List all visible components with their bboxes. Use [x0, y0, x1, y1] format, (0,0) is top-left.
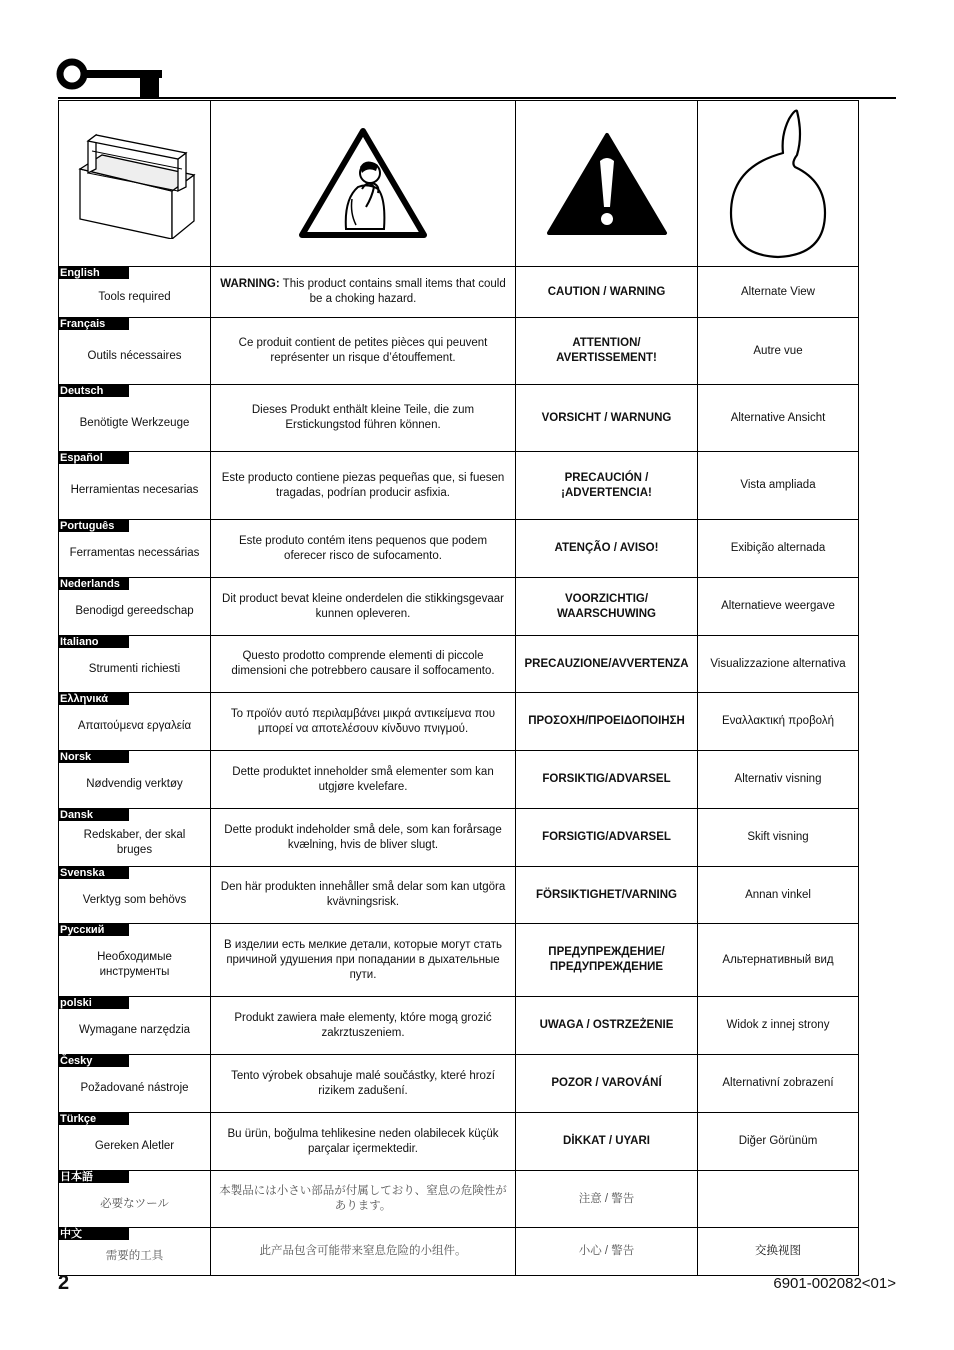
tools-text: 需要的工具	[105, 1250, 164, 1262]
tools-cell	[59, 520, 211, 578]
alternate-view-cell: Widok z innej strony	[698, 997, 859, 1055]
table-row	[59, 924, 859, 997]
warning-cell	[211, 267, 516, 318]
table-row	[59, 452, 859, 520]
warning-cell: Το προϊόν αυτό περιλαμβάνει μικρά αντικείμενα που μπορεί να αποτελέσουν κίνδυνο πνιγμού.	[211, 693, 516, 751]
tools-cell	[59, 267, 211, 318]
warning-cell: Dette produkt indeholder små dele, som kan forårsage kvælning, hvis de bliver slugt.	[211, 809, 516, 867]
tools-cell	[59, 693, 211, 751]
tools-text: Gereken Aletler	[94, 1140, 175, 1152]
language-label: English	[59, 267, 129, 279]
warning-cell: Tento výrobek obsahuje malé součástky, které hrozí rizikem zadušení.	[211, 1055, 516, 1113]
table-row	[59, 1171, 859, 1228]
table-row	[59, 318, 859, 385]
caution-cell: VOORZICHTIG/ WAARSCHUWING	[516, 578, 698, 636]
alternate-view-cell: 交换视图	[698, 1228, 859, 1276]
caution-cell: PRECAUCIÓN /¡ADVERTENCIA!	[516, 452, 698, 520]
language-label: Ελληνικά	[59, 693, 129, 705]
tools-cell	[59, 867, 211, 924]
tools-cell	[59, 318, 211, 385]
caution-cell: FORSIKTIG/ADVARSEL	[516, 751, 698, 809]
language-label: Italiano	[59, 636, 129, 648]
alternate-view-cell	[698, 1171, 859, 1228]
language-label: Nederlands	[59, 578, 129, 590]
exclamation-warning-icon-cell	[516, 101, 698, 267]
warning-cell: Ce produit contient de petites pièces qui peuvent représenter un risque d’étouffement.	[211, 318, 516, 385]
header-rule	[58, 97, 896, 99]
tools-cell	[59, 924, 211, 997]
alternate-view-cell: Diğer Görünüm	[698, 1113, 859, 1171]
table-row	[59, 520, 859, 578]
tools-text: Verktyg som behövs	[82, 893, 187, 906]
caution-cell: 小心 / 警告	[516, 1228, 698, 1276]
language-label: Türkçe	[59, 1113, 129, 1125]
alternate-view-cell: Alternatieve weergave	[698, 578, 859, 636]
tools-text: Wymagane narzędzia	[78, 1024, 191, 1036]
table-row	[59, 267, 859, 318]
caution-cell: ПРЕДУПРЕЖДЕНИЕ/ ПРЕДУПРЕЖДЕНИЕ	[516, 924, 698, 997]
tools-cell	[59, 1228, 211, 1276]
language-label: Česky	[59, 1055, 129, 1067]
language-label: Svenska	[59, 867, 129, 879]
table-row	[59, 385, 859, 452]
tools-cell	[59, 809, 211, 867]
tools-cell	[59, 452, 211, 520]
language-label: 日本語	[59, 1171, 129, 1183]
tools-text: Strumenti richiesti	[88, 662, 181, 675]
caution-cell: PRECAUZIONE/AVVERTENZA	[516, 636, 698, 693]
tools-cell	[59, 578, 211, 636]
document-code: 6901-002082<01>	[773, 1275, 896, 1292]
tools-text: Ferramentas necessárias	[69, 547, 200, 559]
caution-cell: UWAGA / OSTRZEŻENIE	[516, 997, 698, 1055]
tools-text: Απαιτούμενα εργαλεία	[77, 720, 192, 732]
tools-cell	[59, 636, 211, 693]
table-row	[59, 636, 859, 693]
alternate-view-cell: Vista ampliada	[698, 452, 859, 520]
warning-cell: Este produto contém itens pequenos que podem oferecer risco de sufocamento.	[211, 520, 516, 578]
alternate-view-icon-cell	[698, 101, 859, 267]
language-label: Norsk	[59, 751, 129, 763]
alternate-view-cell: Alternativ visning	[698, 751, 859, 809]
language-label: polski	[59, 997, 129, 1009]
tools-cell	[59, 1055, 211, 1113]
choking-hazard-icon-cell	[211, 101, 516, 267]
table-row	[59, 1113, 859, 1171]
tools-text: Benodigd gereedschap	[75, 605, 194, 617]
warning-cell: Questo prodotto comprende elementi di piccole dimensioni che potrebbero causare il soffocamento.	[211, 636, 516, 693]
table-row	[59, 997, 859, 1055]
warning-cell: 本製品には小さい部品が付属しており、窒息の危険性があります。	[211, 1171, 516, 1228]
tools-cell	[59, 1171, 211, 1228]
alternate-view-cell: Skift visning	[698, 809, 859, 867]
warning-cell: Dieses Produkt enthält kleine Teile, die zum Erstickungstod führen können.	[211, 385, 516, 452]
language-label: Dansk	[59, 809, 129, 821]
alternate-view-cell: Visualizzazione alternativa	[698, 636, 859, 693]
warning-cell: В изделии есть мелкие детали, которые могут стать причиной удушения при попадании в дыхательные пути.	[211, 924, 516, 997]
exclamation-warning-icon	[545, 131, 669, 237]
key-icon	[56, 56, 164, 100]
tools-cell	[59, 385, 211, 452]
safety-symbol-table	[58, 100, 859, 1276]
tools-text: Необходимые инструменты	[97, 951, 172, 978]
language-label: 中文	[59, 1228, 129, 1240]
icon-row	[59, 101, 859, 267]
caution-cell: POZOR / VAROVÁNÍ	[516, 1055, 698, 1113]
warning-cell: Dit product bevat kleine onderdelen die stikkingsgevaar kunnen opleveren.	[211, 578, 516, 636]
caution-cell: FÖRSIKTIGHET/VARNING	[516, 867, 698, 924]
language-label: Русский	[59, 924, 129, 936]
tools-text: Benötigte Werkzeuge	[79, 416, 190, 429]
warning-cell: Bu ürün, boğulma tehlikesine neden olabilecek küçük parçalar içermektedir.	[211, 1113, 516, 1171]
tools-text: 必要なツール	[100, 1197, 169, 1210]
caution-cell: ATTENTION/ AVERTISSEMENT!	[516, 318, 698, 385]
warning-cell: Dette produktet inneholder små elementer som kan utgjøre kvelefare.	[211, 751, 516, 809]
tools-cell	[59, 997, 211, 1055]
caution-cell: ΠΡΟΣΟΧΗ/ΠΡΟΕΙΔΟΠΟΙΗΣΗ	[516, 693, 698, 751]
warning-label: WARNING:	[220, 278, 280, 290]
caution-cell: DİKKAT / UYARI	[516, 1113, 698, 1171]
warning-cell: Este producto contiene piezas pequeñas que, si fuesen tragadas, podrían producir asfixia.	[211, 452, 516, 520]
caution-cell: CAUTION / WARNING	[516, 267, 698, 318]
language-label: Português	[59, 520, 129, 532]
tools-cell	[59, 1113, 211, 1171]
toolbox-icon	[70, 129, 200, 239]
tools-cell	[59, 751, 211, 809]
alternate-view-cell: Альтернативный вид	[698, 924, 859, 997]
warning-cell: Den här produkten innehåller små delar som kan utgöra kvävningsrisk.	[211, 867, 516, 924]
table-row	[59, 1228, 859, 1276]
table-row	[59, 809, 859, 867]
alternate-view-cell: Autre vue	[698, 318, 859, 385]
warning-text: This product contains small items that could be a choking hazard.	[282, 278, 506, 305]
alternate-view-cell: Alternative Ansicht	[698, 385, 859, 452]
language-label: Español	[59, 452, 129, 464]
alternate-view-cell: Exibição alternada	[698, 520, 859, 578]
table-row	[59, 578, 859, 636]
caution-cell: VORSICHT / WARNUNG	[516, 385, 698, 452]
tools-text: Redskaber, der skal bruges	[83, 828, 186, 856]
tools-text: Herramientas necesarias	[70, 484, 199, 496]
tools-text: Požadované nástroje	[80, 1082, 189, 1094]
table-row	[59, 1055, 859, 1113]
alternate-view-cell: Εναλλακτική προβολή	[698, 693, 859, 751]
toolbox-icon-cell	[59, 101, 211, 267]
alternate-view-cell: Annan vinkel	[698, 867, 859, 924]
table-row	[59, 751, 859, 809]
table-row	[59, 693, 859, 751]
choking-hazard-warning-icon	[298, 127, 428, 241]
alternate-view-cell: Alternativní zobrazení	[698, 1055, 859, 1113]
caution-cell: 注意 / 警告	[516, 1171, 698, 1228]
alternate-view-bubble-icon	[723, 105, 833, 263]
caution-cell: FORSIGTIG/ADVARSEL	[516, 809, 698, 867]
table-row	[59, 867, 859, 924]
language-label: Deutsch	[59, 385, 129, 397]
tools-text: Outils nécessaires	[87, 349, 182, 362]
caution-cell: ATENÇÃO / AVISO!	[516, 520, 698, 578]
warning-cell: Produkt zawiera małe elementy, które mogą grozić zakrztuszeniem.	[211, 997, 516, 1055]
tools-text: Nødvendig verktøy	[86, 778, 183, 790]
language-label: Français	[59, 318, 129, 330]
tools-text: Tools required	[98, 290, 171, 303]
warning-cell: 此产品包含可能带来窒息危险的小组件。	[211, 1228, 516, 1276]
alternate-view-cell: Alternate View	[698, 267, 859, 318]
page-number: 2	[58, 1272, 70, 1294]
